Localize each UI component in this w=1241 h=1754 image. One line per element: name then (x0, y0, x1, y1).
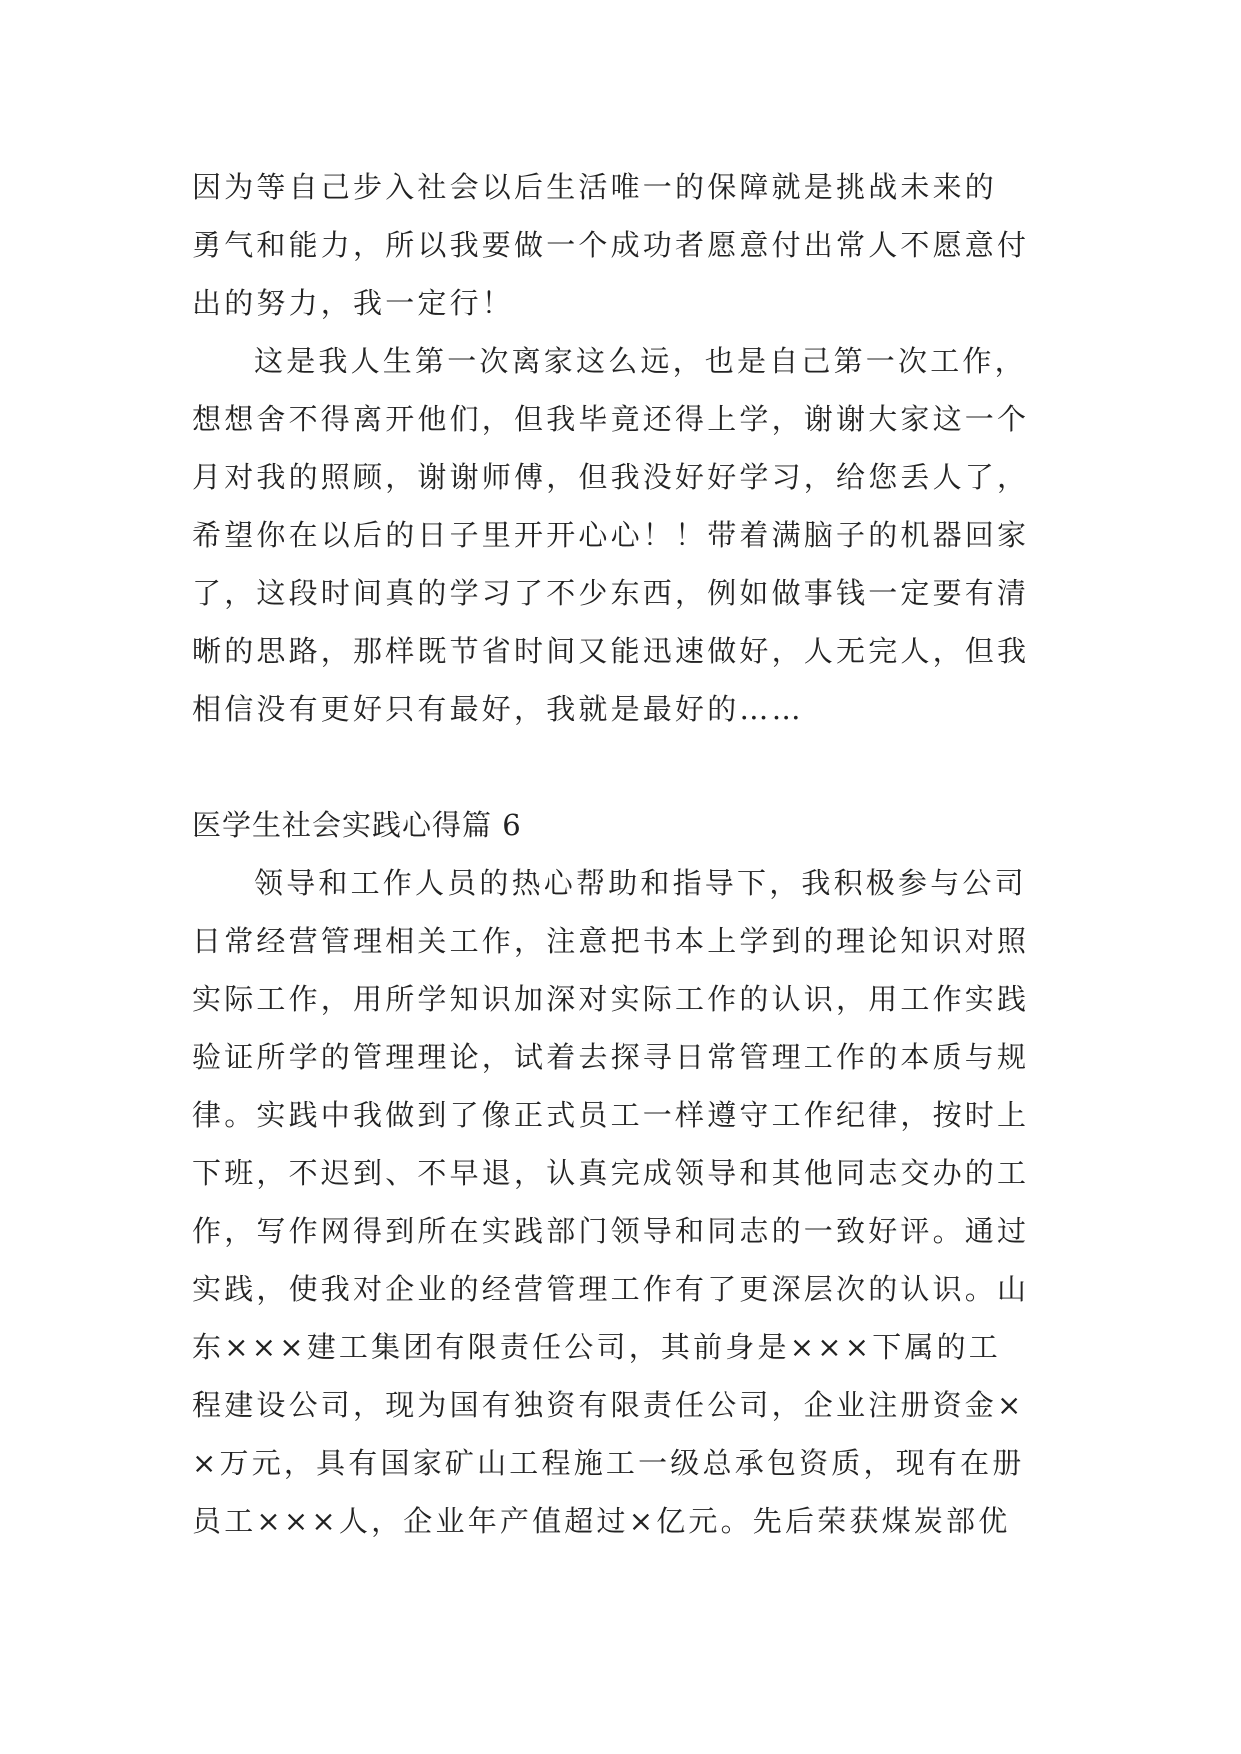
text-line: 作，写作网得到所在实践部门领导和同志的一致好评。通过 (192, 1214, 1030, 1248)
text-line: 实践，使我对企业的经营管理工作有了更深层次的认识。山 (192, 1272, 1030, 1306)
text-line: 勇气和能力，所以我要做一个成功者愿意付出常人不愿意付 (192, 228, 1030, 262)
text-line: 日常经营管理相关工作，注意把书本上学到的理论知识对照 (192, 924, 1030, 958)
text-line: 月对我的照顾，谢谢师傅，但我没好好学习，给您丢人了， (192, 460, 1030, 494)
text-line: 希望你在以后的日子里开开心心！！带着满脑子的机器回家 (192, 518, 1030, 552)
text-line: 程建设公司，现为国有独资有限责任公司，企业注册资金× (192, 1388, 1025, 1422)
text-line: 这是我人生第一次离家这么远，也是自己第一次工作， (254, 344, 1027, 378)
text-line: 晰的思路，那样既节省时间又能迅速做好，人无完人，但我 (192, 634, 1030, 668)
text-line: 律。实践中我做到了像正式员工一样遵守工作纪律，按时上 (192, 1098, 1030, 1132)
document-page (192, 158, 1048, 1550)
text-line: 验证所学的管理理论，试着去探寻日常管理工作的本质与规 (192, 1040, 1030, 1074)
text-line: 领导和工作人员的热心帮助和指导下，我积极参与公司 (254, 866, 1027, 900)
text-line: 相信没有更好只有最好，我就是最好的…… (192, 692, 804, 726)
text-line: 东×××建工集团有限责任公司，其前身是×××下属的工 (192, 1330, 1001, 1364)
text-line: 了，这段时间真的学习了不少东西，例如做事钱一定要有清 (192, 576, 1030, 610)
text-line: 实际工作，用所学知识加深对实际工作的认识，用工作实践 (192, 982, 1030, 1016)
text-line: 下班，不迟到、不早退，认真完成领导和其他同志交办的工 (192, 1156, 1030, 1190)
text-line: 出的努力，我一定行！ (192, 286, 515, 320)
text-line: ×万元，具有国家矿山工程施工一级总承包资质，现有在册 (192, 1446, 1025, 1480)
section-heading: 医学生社会实践心得篇 6 (192, 808, 522, 842)
text-line: 因为等自己步入社会以后生活唯一的保障就是挑战未来的 (192, 170, 998, 204)
section-spacer (192, 738, 1048, 796)
text-line: 员工×××人，企业年产值超过×亿元。先后荣获煤炭部优 (192, 1504, 1011, 1538)
text-line: 想想舍不得离开他们，但我毕竟还得上学，谢谢大家这一个 (192, 402, 1030, 436)
